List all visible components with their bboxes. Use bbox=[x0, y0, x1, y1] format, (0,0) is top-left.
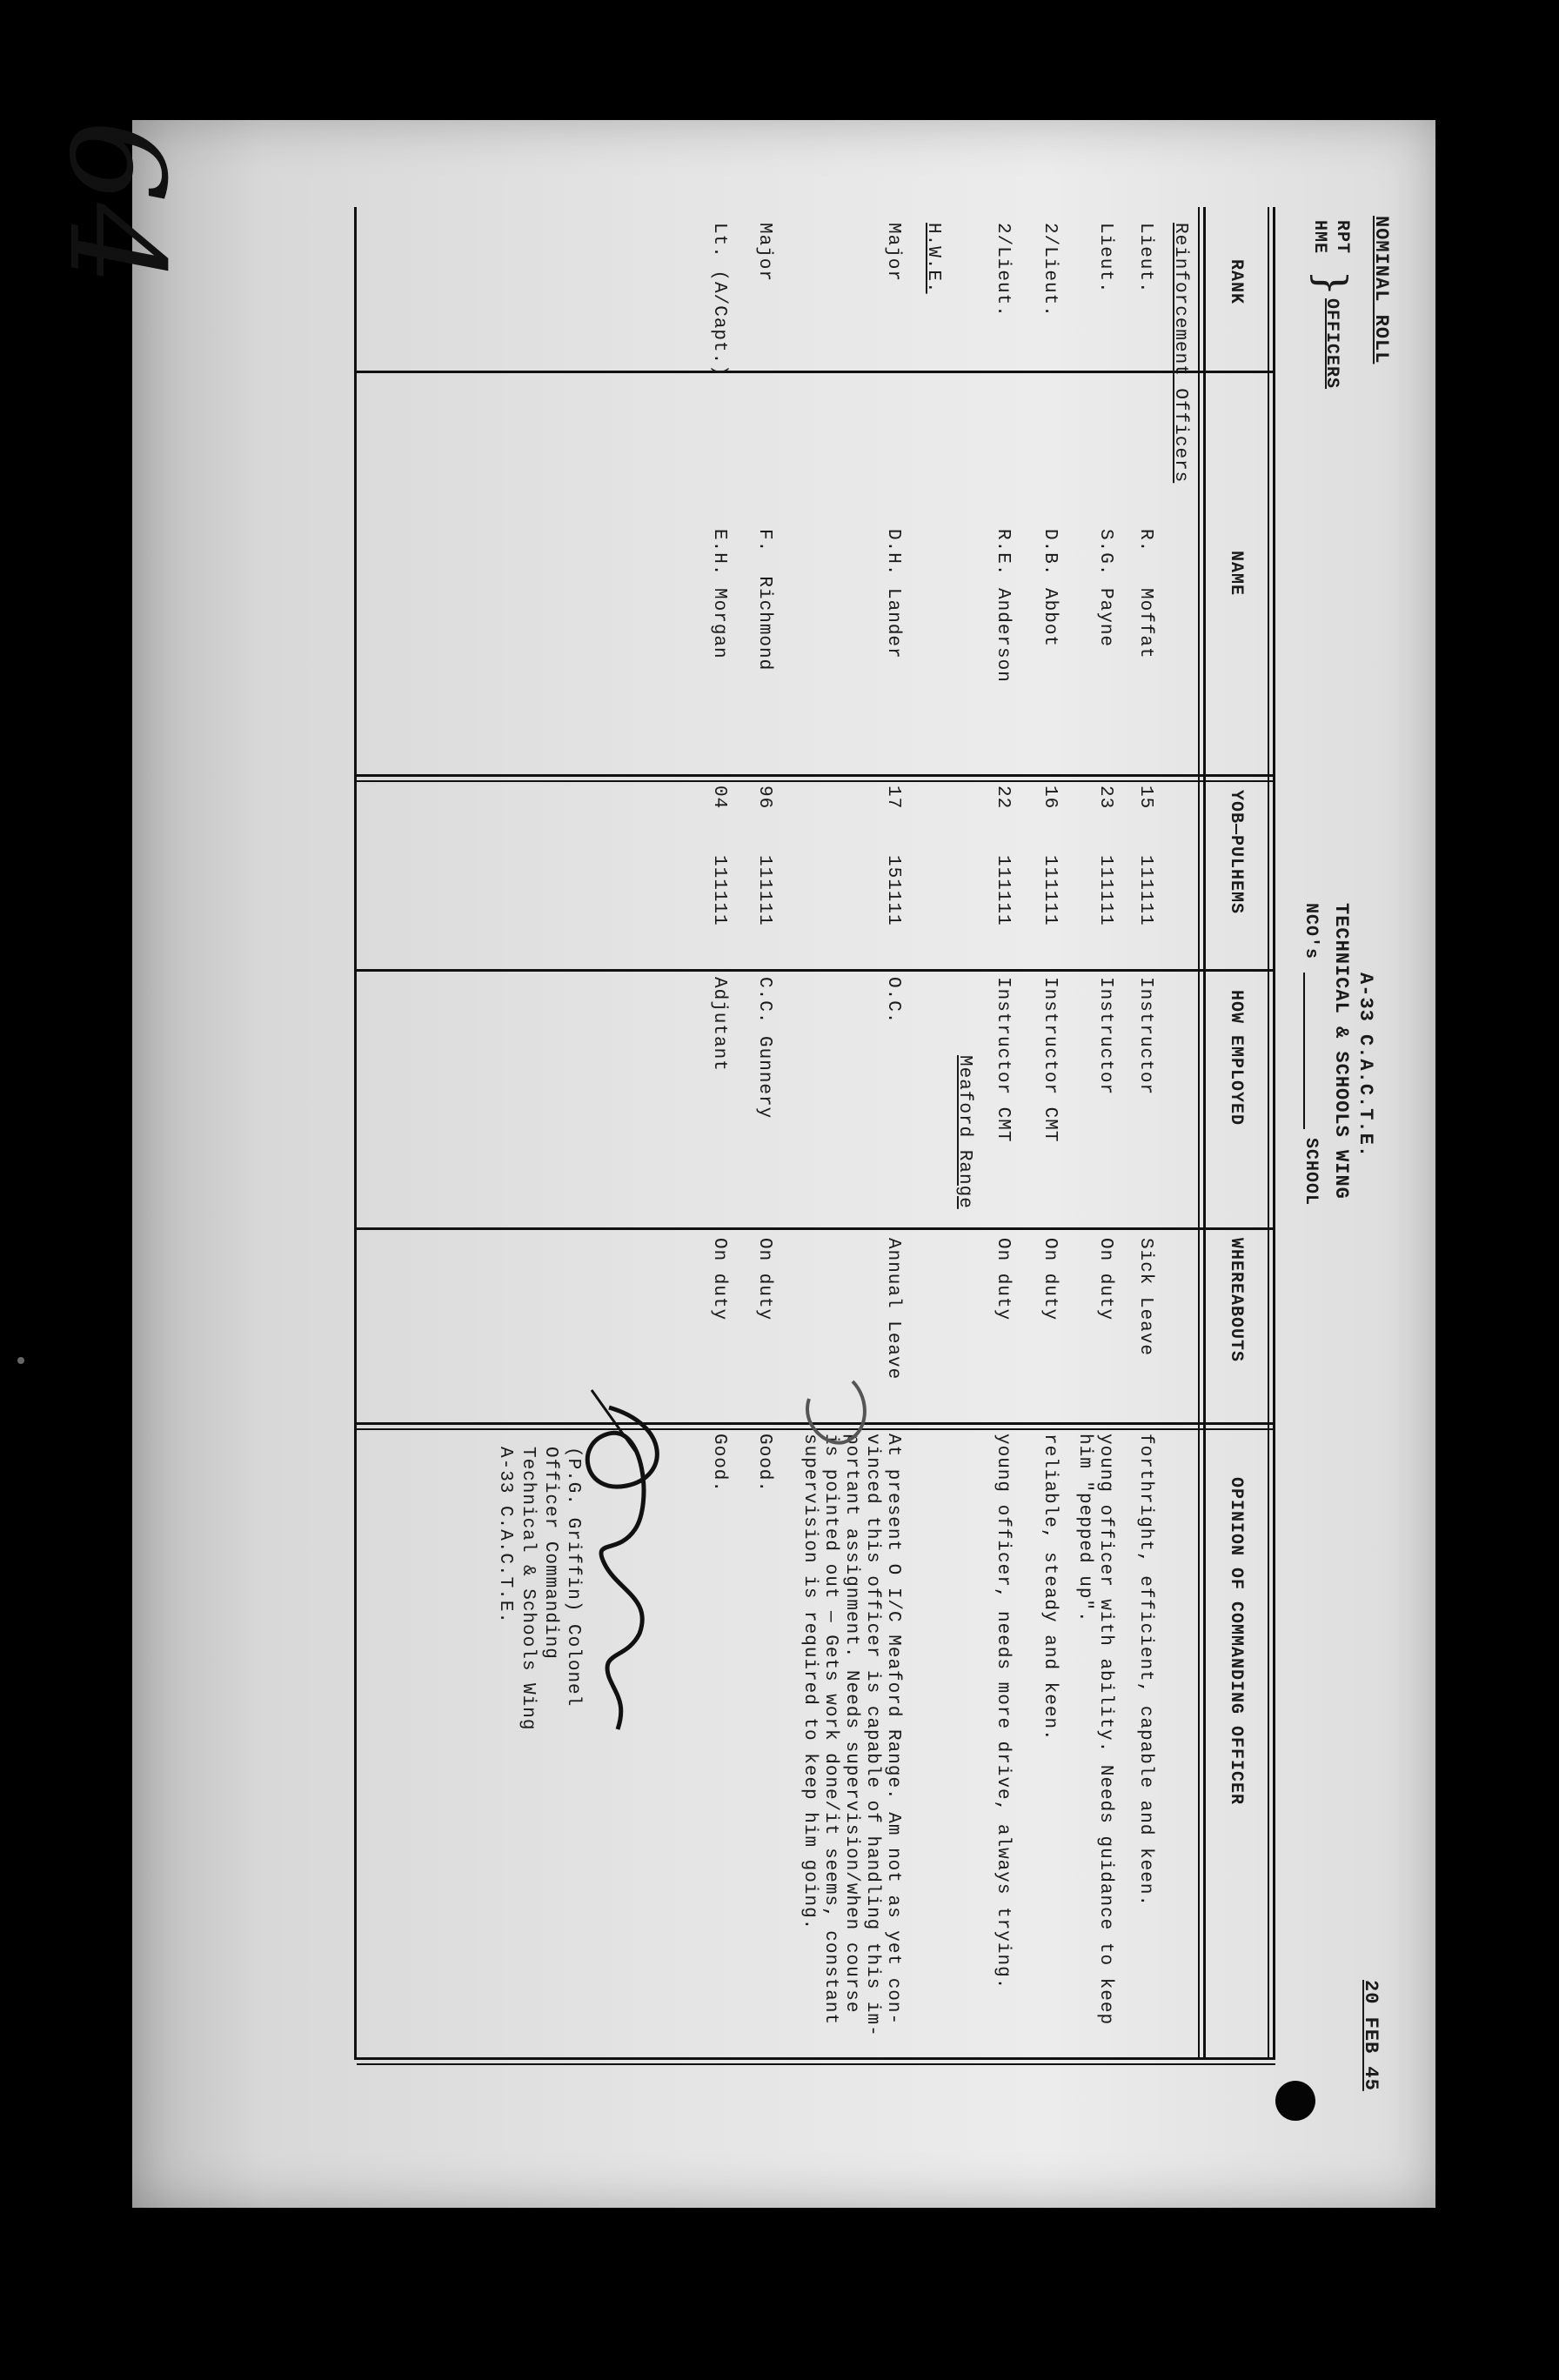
col-header-employed: HOW EMPLOYED bbox=[1226, 990, 1246, 1126]
col-header-rank: RANK bbox=[1226, 259, 1246, 305]
hme-label: HME bbox=[1309, 220, 1329, 255]
officers-label: OFFICERS bbox=[1321, 298, 1342, 390]
yob-cell: 96 bbox=[754, 786, 774, 810]
opinion-line: Good. bbox=[754, 1434, 774, 1494]
signature-unit: A-33 C.A.C.T.E. bbox=[495, 1447, 515, 1625]
name-cell: D.B. Abbot bbox=[1040, 529, 1060, 648]
yob-cell: 23 bbox=[1095, 786, 1115, 810]
col-header-yob: YOB—PULHEMS bbox=[1226, 790, 1246, 915]
signature-scribble bbox=[565, 1373, 687, 1755]
name-cell: F. Richmond bbox=[754, 529, 774, 672]
whereabouts-cell: On duty bbox=[709, 1238, 729, 1321]
pulhems-cell: 111111 bbox=[993, 855, 1013, 926]
col-sep-name-yob-2 bbox=[357, 780, 1275, 782]
unit-title: A-33 C.A.C.T.E. bbox=[1355, 973, 1376, 1159]
yob-cell: 15 bbox=[1135, 786, 1155, 810]
rank-cell: Lt. (A/Capt.) bbox=[709, 223, 729, 377]
name-cell: S.G. Payne bbox=[1095, 529, 1115, 648]
opinion-line: vinced this officer is capable of handling this im- bbox=[862, 1434, 882, 2037]
opinion-line: him "pepped up". bbox=[1074, 1434, 1094, 1623]
nominal-roll-title: NOMINAL ROLL bbox=[1370, 216, 1392, 364]
pulhems-cell: 111111 bbox=[1135, 855, 1155, 926]
employed-cell: Instructor CMT bbox=[993, 977, 1013, 1143]
ncos-label: NCO's bbox=[1301, 903, 1321, 960]
name-cell: R.E. Anderson bbox=[993, 529, 1013, 683]
yob-cell: 16 bbox=[1040, 786, 1060, 810]
wing-title: TECHNICAL & SCHOOLS WING bbox=[1330, 903, 1352, 1200]
opinion-line: is pointed out — Gets work done/it seems, constant bbox=[820, 1434, 840, 2026]
whereabouts-cell: On duty bbox=[1095, 1238, 1115, 1321]
whereabouts-cell: On duty bbox=[1040, 1238, 1060, 1321]
employed-cell: C.C. Gunnery bbox=[754, 977, 774, 1120]
rotated-sheet bbox=[132, 120, 1435, 2208]
col-header-name: NAME bbox=[1226, 551, 1246, 597]
col-header-whereabouts: WHEREABOUTS bbox=[1226, 1238, 1246, 1363]
employed-cell: Instructor CMT bbox=[1040, 977, 1060, 1143]
whereabouts-cell: Annual Leave bbox=[883, 1238, 903, 1381]
opinion-line: portant assignment. Needs supervision/when course bbox=[841, 1434, 861, 2014]
rank-cell: Major bbox=[883, 223, 903, 283]
whereabouts-cell: Sick Leave bbox=[1135, 1238, 1155, 1357]
header-bottom-rule bbox=[1203, 207, 1206, 2060]
employed-cell: O.C. bbox=[883, 977, 903, 1025]
punch-hole bbox=[1275, 2081, 1315, 2121]
opinion-line: Good. bbox=[709, 1434, 729, 1494]
pencil-check-mark bbox=[792, 1373, 879, 1451]
employed-cell: Instructor bbox=[1135, 977, 1155, 1096]
yob-cell: 04 bbox=[709, 786, 729, 810]
whereabouts-cell: On duty bbox=[754, 1238, 774, 1321]
section-title-hwe: H.W.E. bbox=[923, 223, 943, 294]
section-title-reinforcement: Reinforcement Officers bbox=[1170, 223, 1190, 484]
employed-cell: Adjutant bbox=[709, 977, 729, 1072]
handwritten-folio-number: 64 bbox=[40, 120, 191, 286]
col-sep-yob-employed bbox=[357, 969, 1275, 972]
brace-glyph: } bbox=[1307, 270, 1355, 297]
pulhems-cell: 111111 bbox=[754, 855, 774, 926]
signature-title: Officer Commanding bbox=[540, 1447, 560, 1660]
name-cell: E.H. Morgan bbox=[709, 529, 729, 659]
table-bottom-rule bbox=[354, 207, 357, 2060]
yob-cell: 22 bbox=[993, 786, 1013, 810]
table-top-rule bbox=[1273, 207, 1275, 2060]
whereabouts-cell: On duty bbox=[993, 1238, 1013, 1321]
opinion-line: young officer with ability. Needs guidance to keep bbox=[1095, 1434, 1115, 2026]
opinion-line: forthright, efficient, capable and keen. bbox=[1135, 1434, 1155, 1908]
employed-sub-cell: Meaford Range bbox=[954, 1055, 974, 1209]
name-cell: D.H. Lander bbox=[883, 529, 903, 659]
col-sep-rank-name bbox=[357, 371, 1275, 373]
col-sep-right-2 bbox=[357, 2063, 1275, 2065]
rank-cell: Lieut. bbox=[1135, 223, 1155, 294]
opinion-line: supervision is required to keep him going. bbox=[800, 1434, 820, 1931]
rank-cell: Lieut. bbox=[1095, 223, 1115, 294]
name-cell: R. Moffat bbox=[1135, 529, 1155, 659]
employed-cell: Instructor bbox=[1095, 977, 1115, 1096]
rpt-label: RPT bbox=[1332, 220, 1352, 255]
date-stamp: 20 FEB 45 bbox=[1360, 1980, 1382, 2091]
signature-name: (P.G. Griffin) Colonel bbox=[563, 1447, 583, 1708]
yob-cell: 17 bbox=[883, 786, 903, 810]
pulhems-cell: 151111 bbox=[883, 855, 903, 926]
pulhems-cell: 111111 bbox=[709, 855, 729, 926]
header-bottom-rule-2 bbox=[1198, 207, 1200, 2060]
opinion-line: reliable, steady and keen. bbox=[1040, 1434, 1060, 1742]
col-sep-name-yob bbox=[357, 774, 1275, 777]
opinion-line: At present O I/C Meaford Range. Am not as yet con- bbox=[883, 1434, 903, 2026]
rank-cell: Major bbox=[754, 223, 774, 283]
pulhems-cell: 111111 bbox=[1040, 855, 1060, 926]
table-top-rule-2 bbox=[1268, 207, 1269, 2060]
school-label: SCHOOL bbox=[1301, 1138, 1321, 1207]
scan-speck bbox=[17, 1357, 24, 1364]
opinion-line: young officer, needs more drive, always trying. bbox=[993, 1434, 1013, 1990]
school-blank-line bbox=[1303, 973, 1305, 1129]
rank-cell: 2/Lieut. bbox=[1040, 223, 1060, 318]
rank-cell: 2/Lieut. bbox=[993, 223, 1013, 318]
col-header-opinion: OPINION OF COMMANDING OFFICER bbox=[1226, 1477, 1246, 1806]
col-sep-right bbox=[357, 2057, 1275, 2060]
document-page bbox=[132, 120, 1435, 2208]
signature-wing: Technical & Schools Wing bbox=[518, 1447, 538, 1731]
pulhems-cell: 111111 bbox=[1095, 855, 1115, 926]
col-sep-employed-where bbox=[357, 1227, 1275, 1230]
